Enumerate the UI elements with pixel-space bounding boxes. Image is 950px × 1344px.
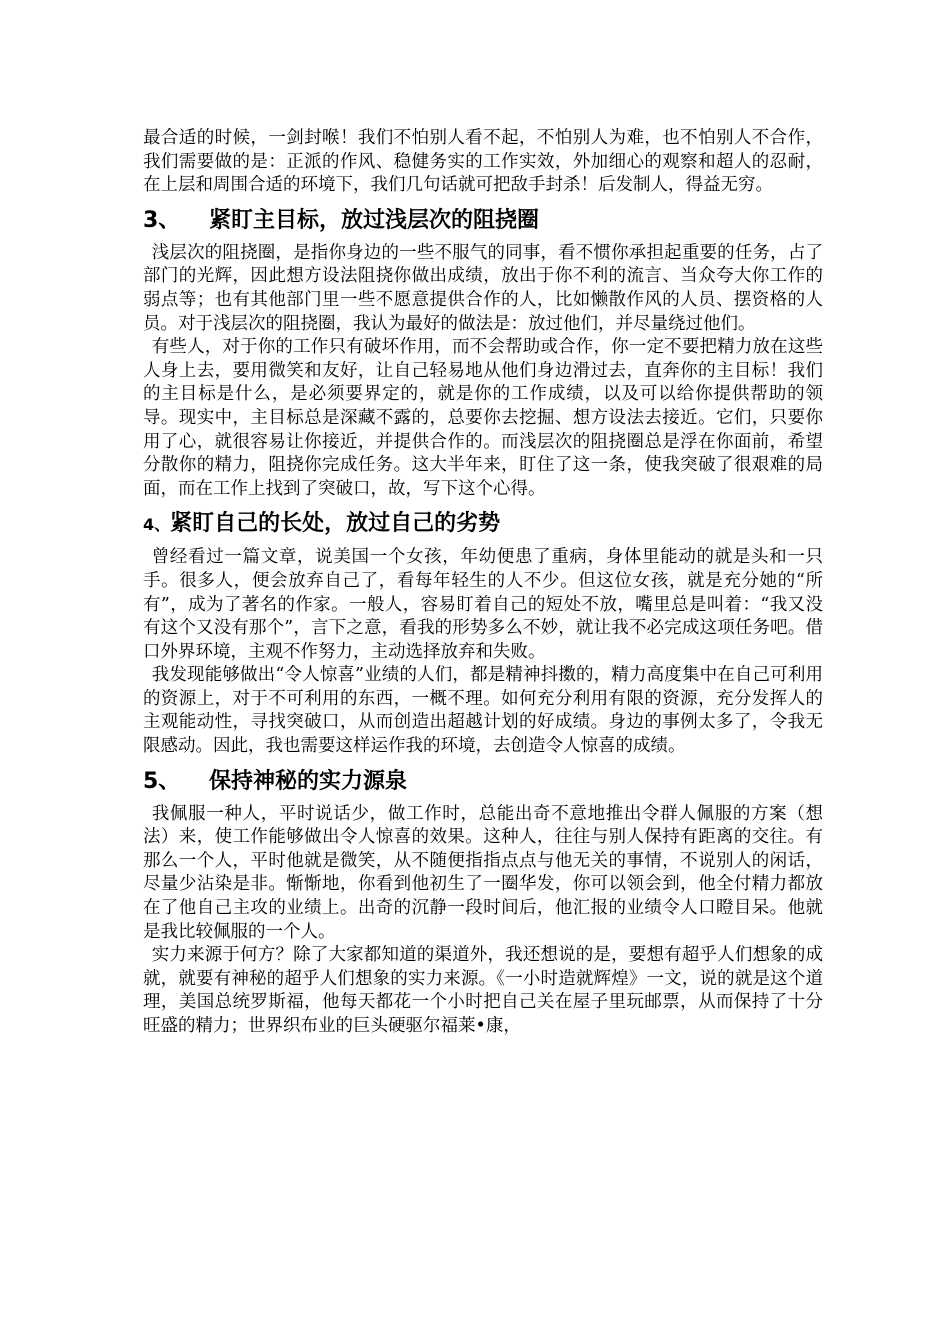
section-4-title: 紧盯自己的长处，放过自己的劣势: [170, 511, 501, 537]
section-4-paragraph-1: 曾经看过一篇文章，说美国一个女孩，年幼便患了重病，身体里能动的就是头和一只手。很多人，便会放弃自己了，看每年轻生的人不少。但这位女孩，就是充分她的“所有”，成为了著名的作家。一般人，容易盯着自己的短处不放，嘴里总是叫着：“我又没有这个又没有那个”，言下之意，看我的形势多么不妙，就让我不必完成这项任务吧。借口外界环境，主观不作努力，主动选择放弃和失败。: [143, 547, 823, 662]
section-4-paragraph-2: 我发现能够做出“令人惊喜”业绩的人们，都是精神抖擞的，精力高度集中在自己可利用的资源上，对于不可利用的东西，一概不理。如何充分利用有限的资源，充分发挥人的主观能动性，寻找突破口，从而创造出超越计划的好成绩。身边的事例太多了，令我无限感动。因此，我也需要这样运作我的环境，去创造令人惊喜的成绩。: [143, 665, 823, 757]
section-5-paragraph-1: 我佩服一种人，平时说话少，做工作时，总能出奇不意地推出令群人佩服的方案（想法）来，使工作能够做出令人惊喜的效果。这种人，往往与别人保持有距离的交往。有那么一个人，平时他就是微笑，从不随便指指点点与他无关的事情，不说别人的闲话，尽量少沾染是非。惭惭地，你看到他初生了一圈华发，你可以领会到，他全付精力都放在了他自己主攻的业绩上。出奇的沉静一段时间后，他汇报的业绩令人口瞪目呆。他就是我比较佩服的一个人。: [143, 803, 823, 942]
document-page: [143, 127, 823, 1039]
section-5-title: 保持神秘的实力源泉: [209, 768, 408, 794]
section-5-heading: [143, 767, 823, 797]
section-4-number: 4、: [143, 515, 171, 535]
section-3-paragraph-2: 有些人，对于你的工作只有破坏作用，而不会帮助或合作，你一定不要把精力放在这些人身上去，要用微笑和友好，让自己轻易地从他们身边滑过去，直奔你的主目标！我们的主目标是什么，是必须要界定的，就是你的工作成绩，以及可以给你提供帮助的领导。现实中，主目标总是深藏不露的，总要你去挖掘、想方设法去接近。它们，只要你用了心，就很容易让你接近，并提供合作的。而浅层次的阻挠圈总是浮在你面前，希望分散你的精力，阻挠你完成任务。这大半年来，盯住了这一条，使我突破了很艰难的局面，而在工作上找到了突破口，故，写下这个心得。: [143, 337, 823, 499]
section-3-heading: [143, 206, 823, 236]
intro-paragraph: 最合适的时候，一剑封喉！我们不怕别人看不起，不怕别人为难，也不怕别人不合作，我们需要做的是：正派的作风、稳健务实的工作实效，外加细心的观察和超人的忍耐，在上层和周围合适的环境下，我们几句话就可把敌手封杀！后发制人，得益无穷。: [143, 128, 823, 196]
section-3-paragraph-1: 浅层次的阻挠圈，是指你身边的一些不服气的同事，看不惯你承担起重要的任务，占了部门的光辉，因此想方设法阻挠你做出成绩，放出于你不利的流言、当众夸大你工作的弱点等；也有其他部门里一些不愿意提供合作的人，比如懒散作风的人员、摆资格的人员。对于浅层次的阻挠圈，我认为最好的做法是：放过他们，并尽量绕过他们。: [143, 242, 823, 334]
section-4-heading: [143, 509, 823, 540]
section-5-paragraph-2: 实力来源于何方？除了大家都知道的渠道外，我还想说的是，要想有超乎人们想象的成就，就要有神秘的超乎人们想象的实力来源。《一小时造就辉煌》一文，说的就是这个道理，美国总统罗斯福，他每天都花一个小时把自己关在屋子里玩邮票，从而保持了十分旺盛的精力；世界织布业的巨头硬驱尔福莱•康，: [143, 945, 823, 1036]
section-3-title: 紧盯主目标，放过浅层次的阻挠圈: [209, 207, 540, 233]
section-5-number: 5、: [143, 768, 181, 794]
section-3-number: 3、: [143, 207, 181, 233]
